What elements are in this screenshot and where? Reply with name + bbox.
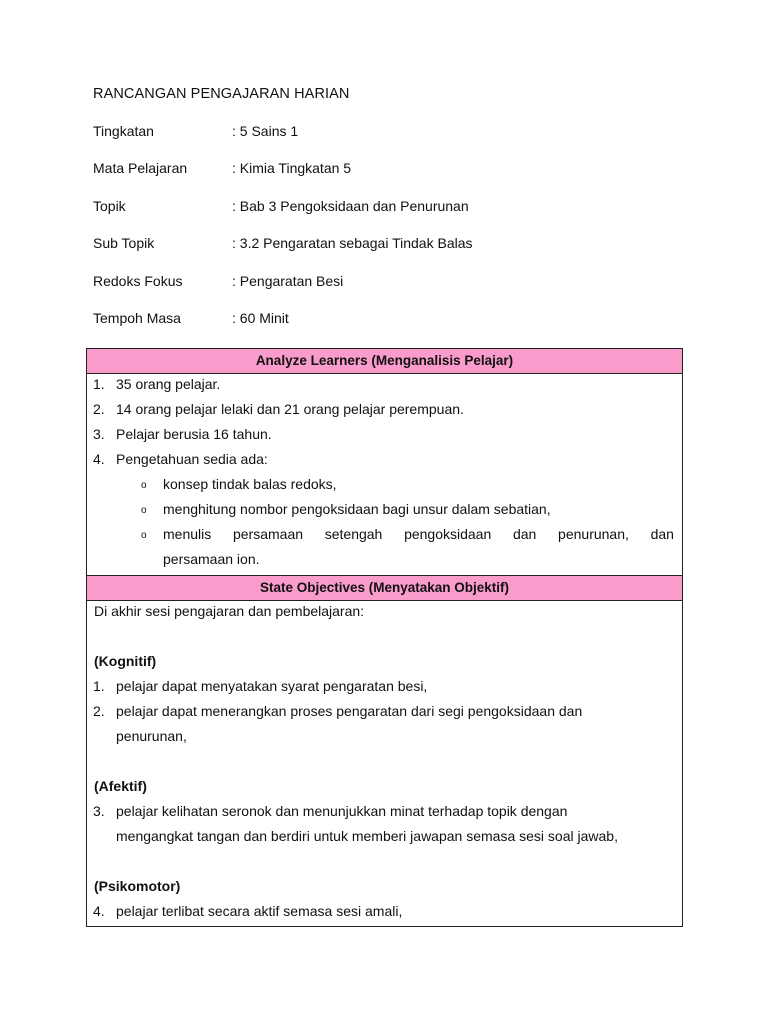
list-item-continuation [87,727,682,752]
info-label: Tempoh Masa [93,309,181,326]
section-heading [87,777,682,802]
item-text: pelajar dapat menyatakan syarat pengaratan besi, [116,678,428,694]
bullet-text-justified [163,525,674,543]
word: setengah [324,526,383,542]
info-row-sub-topik [93,235,473,272]
info-row-tingkatan [93,123,473,160]
bullet-icon: o [141,505,147,516]
word: menulis [163,526,212,542]
info-label: Mata Pelajaran [93,160,188,177]
info-row-topik [93,198,473,235]
bullet-text: persamaan ion. [163,551,260,567]
list-item [87,677,682,702]
info-block [93,123,473,347]
word: persamaan [232,526,304,542]
item-number: 2. [93,703,105,719]
item-number: 3. [93,803,105,819]
bullet-continuation [87,550,682,575]
info-value: : 5 Sains 1 [232,123,299,139]
item-text: penurunan, [116,728,187,744]
intro-text: Di akhir sesi pengajaran dan pembelajaran: [94,603,365,619]
list-item [87,802,682,827]
word: penurunan, [558,526,629,542]
item-text: pelajar terlibat secara aktif semasa sesi amali, [116,903,403,919]
bullet-text: menghitung nombor pengoksidaan bagi unsur dalam sebatian, [163,501,551,517]
bullet-item [87,475,682,500]
learners-header: Analyze Learners (Menganalisis Pelajar) [87,349,682,374]
item-text: 14 orang pelajar lelaki dan 21 orang pelajar perempuan. [116,401,464,417]
document-title: RANCANGAN PENGAJARAN HARIAN [93,86,350,102]
item-text: mengangkat tangan dan berdiri untuk memberi jawapan semasa sesi soal jawab, [116,828,618,844]
item-number: 3. [93,426,105,442]
bullet-text: konsep tindak balas redoks, [163,476,337,492]
info-value: : 60 Minit [232,309,289,326]
word: pengoksidaan [404,526,492,542]
word: dan [650,526,674,542]
list-item [87,375,682,400]
blank-line [87,627,682,652]
list-item-continuation [87,827,682,852]
info-row-mata-pelajaran [93,160,473,197]
info-row-tempoh-masa [93,310,473,347]
item-text: Pelajar berusia 16 tahun. [116,426,272,442]
item-text: Pengetahuan sedia ada: [116,451,268,467]
bullet-item [87,500,682,525]
section-heading [87,877,682,902]
item-number: 2. [93,401,105,417]
list-item [87,450,682,475]
info-value: : Kimia Tingkatan 5 [232,160,352,177]
info-value: : 3.2 Pengaratan sebagai Tindak Balas [232,235,473,252]
bullet-icon: o [141,530,147,541]
item-text: 35 orang pelajar. [116,376,221,392]
bullet-icon: o [141,480,147,491]
blank-line [87,752,682,777]
afektif-heading: (Afektif) [94,778,147,794]
item-number: 4. [93,903,105,919]
blank-line [87,852,682,877]
lesson-table [86,348,683,927]
list-item [87,400,682,425]
item-number: 1. [93,376,105,392]
list-item [87,425,682,450]
info-label: Redoks Fokus [93,272,183,289]
psikomotor-heading: (Psikomotor) [94,878,181,894]
bullet-item [87,525,682,550]
list-item [87,902,682,927]
info-row-redoks-fokus [93,273,473,310]
list-item [87,702,682,727]
objectives-header: State Objectives (Menyatakan Objektif) [87,575,682,601]
info-value: : Pengaratan Besi [232,272,344,289]
item-number: 1. [93,678,105,694]
kognitif-heading: (Kognitif) [94,653,157,669]
section-heading [87,652,682,677]
info-label: Topik [93,197,126,214]
info-label: Sub Topik [93,235,155,252]
item-text: pelajar dapat menerangkan proses pengaratan dari segi pengoksidaan dan [116,703,583,719]
item-number: 4. [93,451,105,467]
item-text: pelajar kelihatan seronok dan menunjukkan minat terhadap topik dengan [116,803,568,819]
info-value: : Bab 3 Pengoksidaan dan Penurunan [232,197,469,214]
word: dan [512,526,537,542]
objectives-intro [87,602,682,627]
info-label: Tingkatan [93,123,154,139]
